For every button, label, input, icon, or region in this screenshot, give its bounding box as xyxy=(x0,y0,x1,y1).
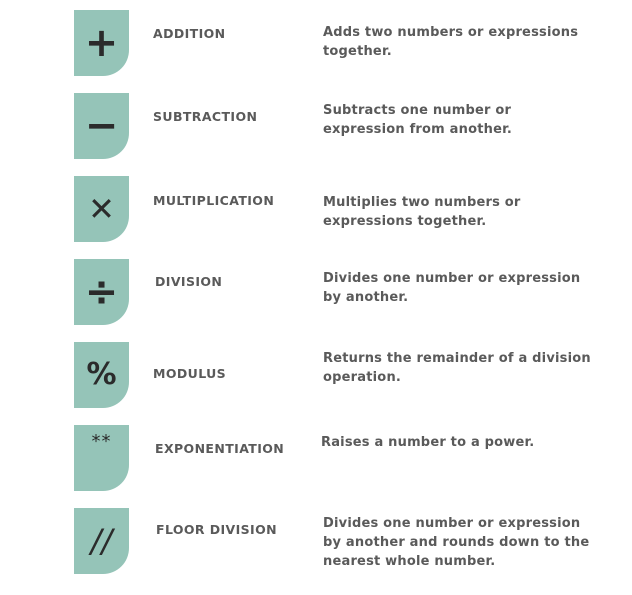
operator-row-addition xyxy=(0,10,632,80)
multiply-icon xyxy=(74,176,129,242)
floor-division-symbol: // xyxy=(90,522,113,560)
operator-description: Divides one number or expression by another and rounds down to the nearest whole number. xyxy=(323,516,590,569)
operator-description: Divides one number or expression by another. xyxy=(323,271,581,305)
operator-row-exponentiation xyxy=(0,425,632,495)
multiplication-symbol: ✕ xyxy=(88,190,115,228)
plus-icon xyxy=(74,10,129,76)
minus-icon xyxy=(74,93,129,159)
operator-description: Subtracts one number or expression from another. xyxy=(323,103,512,137)
operator-row-subtraction xyxy=(0,93,632,163)
subtraction-symbol: − xyxy=(84,103,119,149)
operator-row-modulus xyxy=(0,342,632,412)
divide-icon xyxy=(74,259,129,325)
operator-description: Adds two numbers or expressions together. xyxy=(323,25,579,59)
operator-row-division xyxy=(0,259,632,329)
operator-name: ADDITION xyxy=(153,26,226,41)
operator-description: Multiplies two numbers or expressions together. xyxy=(323,195,521,229)
operator-description: Raises a number to a power. xyxy=(321,435,535,450)
percent-icon xyxy=(74,342,129,408)
operator-name: EXPONENTIATION xyxy=(155,441,285,456)
operator-name: MODULUS xyxy=(153,366,227,381)
division-symbol: ÷ xyxy=(84,269,119,315)
operator-description: Returns the remainder of a division operation. xyxy=(323,351,591,385)
operator-name: MULTIPLICATION xyxy=(153,193,275,208)
operator-row-floor-division xyxy=(0,508,632,578)
exponentiation-symbol: ** xyxy=(91,431,112,452)
double-asterisk-icon xyxy=(74,425,129,491)
addition-symbol: + xyxy=(84,20,119,66)
operator-name: DIVISION xyxy=(155,274,223,289)
operator-row-multiplication xyxy=(0,176,632,246)
operator-name: SUBTRACTION xyxy=(153,109,258,124)
modulus-symbol: % xyxy=(86,357,117,392)
operator-name: FLOOR DIVISION xyxy=(156,522,277,537)
double-slash-icon xyxy=(74,508,129,574)
